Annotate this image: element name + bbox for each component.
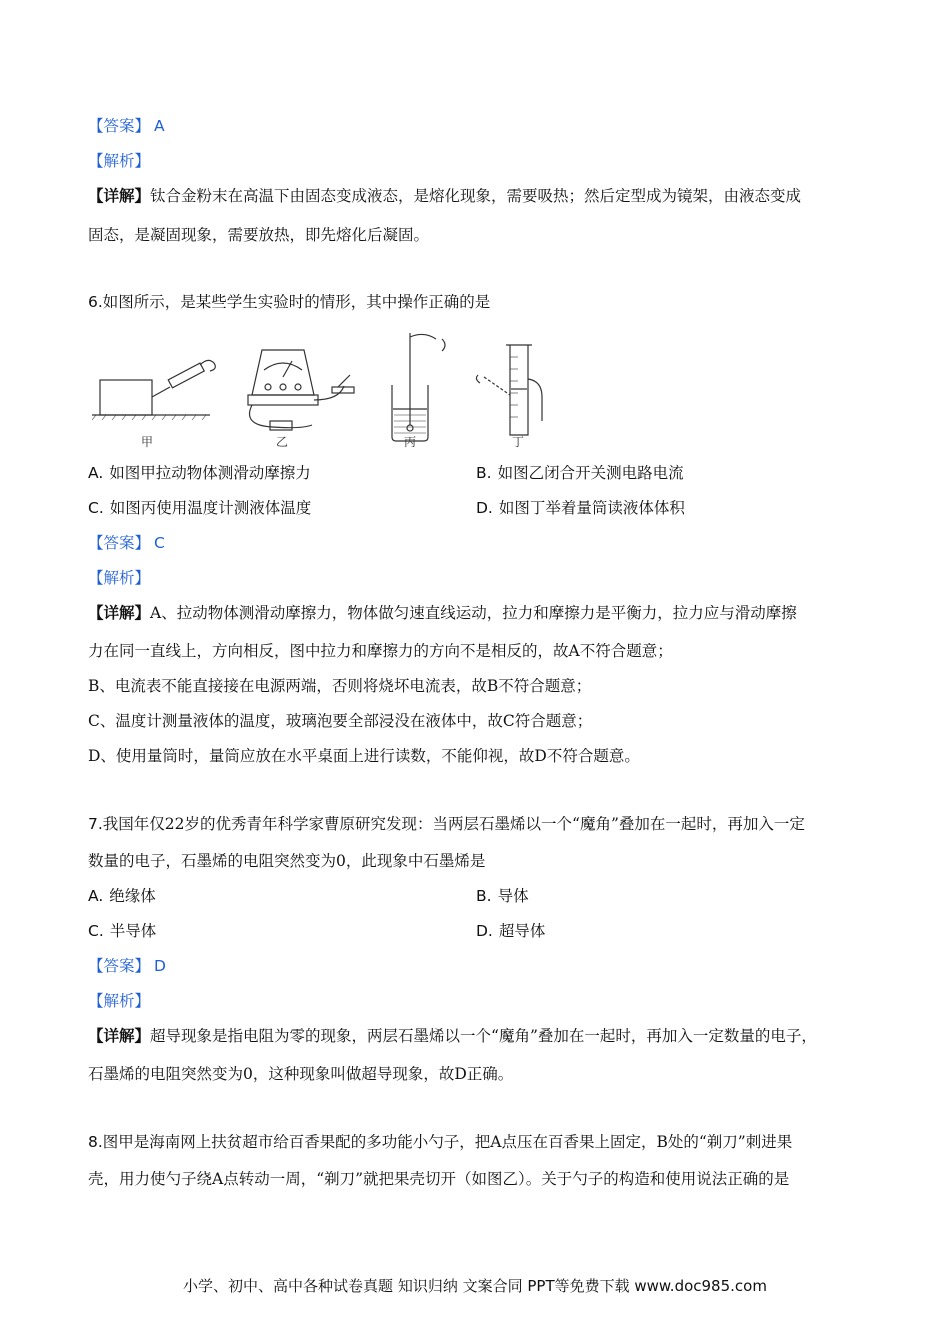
q6-option-a: A. 如图甲拉动物体测滑动摩擦力 (88, 464, 311, 482)
q7-detail-line-2: 石墨烯的电阻突然变为0，这种现象叫做超导现象，故D正确。 (88, 1065, 514, 1083)
q8-stem-line-2: 壳，用力使勺子绕A点转动一周，“剃刀”就把果壳切开（如图乙）。关于勺子的构造和使用说法正确的是 (88, 1170, 790, 1188)
q6-analysis-tag: 【解析】 (88, 569, 151, 587)
answer-value: A (154, 117, 165, 135)
q5-detail-line-2: 固态，是凝固现象，需要放热，即先熔化后凝固。 (88, 226, 430, 244)
q6-figures (92, 325, 562, 455)
q7-option-a: A. 绝缘体 (88, 887, 156, 905)
answer-tag: 【答案】 (88, 117, 151, 135)
figure-label-jia: 甲 (141, 435, 154, 449)
experiment-figures (92, 325, 562, 455)
figure-ding (476, 345, 542, 435)
q6-detail-line-5: D、使用量筒时，量筒应放在水平桌面上进行读数，不能仰视，故D不符合题意。 (88, 747, 640, 765)
q6-detail-line-1: 【详解】A、拉动物体测滑动摩擦力，物体做匀速直线运动，拉力和摩擦力是平衡力，拉力应与滑动摩擦 (88, 603, 797, 622)
q6-answer-line: 【答案】 C (88, 534, 165, 552)
page-footer: 小学、初中、高中各种试卷真题 知识归纳 文案合同 PPT等免费下载 www.doc985.com (183, 1277, 767, 1295)
q6-detail-line-4: C、温度计测量液体的温度，玻璃泡要全部浸没在液体中，故C符合题意； (88, 712, 593, 730)
detail-tag: 【详解】 (88, 186, 151, 205)
q7-answer-line: 【答案】 D (88, 957, 166, 975)
q7-analysis-tag: 【解析】 (88, 992, 151, 1010)
q8-stem-line-1: 8.图甲是海南网上扶贫超市给百香果配的多功能小勺子，把A点压在百香果上固定，B处的“剃刀”刺进果 (88, 1133, 793, 1151)
q6-stem: 6.如图所示，是某些学生实验时的情形，其中操作正确的是 (88, 293, 491, 311)
q6-option-d: D. 如图丁举着量筒读液体体积 (476, 499, 685, 517)
q5-answer-line (88, 115, 165, 137)
q6-detail-line-2: 力在同一直线上，方向相反，图中拉力和摩擦力的方向不是相反的，故A不符合题意； (88, 642, 673, 660)
figure-jia (92, 360, 215, 420)
figure-label-bing: 丙 (404, 435, 417, 449)
figure-yi (248, 350, 354, 430)
q7-option-b: B. 导体 (476, 887, 529, 905)
figure-bing (392, 333, 445, 441)
q6-detail-line-3: B、电流表不能直接接在电源两端，否则将烧坏电流表，故B不符合题意； (88, 677, 592, 695)
figure-label-yi: 乙 (276, 435, 289, 449)
q7-option-c: C. 半导体 (88, 922, 157, 940)
q7-option-d: D. 超导体 (476, 922, 546, 940)
q6-option-b: B. 如图乙闭合开关测电路电流 (476, 464, 684, 482)
figure-label-ding: 丁 (512, 435, 525, 449)
q6-option-c: C. 如图丙使用温度计测液体温度 (88, 499, 312, 517)
q7-stem-line-2: 数量的电子，石墨烯的电阻突然变为0，此现象中石墨烯是 (88, 852, 486, 870)
q5-detail-line-1: 【详解】钛合金粉末在高温下由固态变成液态，是熔化现象，需要吸热；然后定型成为镜架，由液态变成 (88, 186, 802, 205)
q7-detail-line-1: 【详解】超导现象是指电阻为零的现象，两层石墨烯以一个“魔角”叠加在一起时，再加入一定数量的电子， (88, 1026, 817, 1045)
q5-analysis-tag: 【解析】 (88, 152, 151, 170)
q7-stem-line-1: 7.我国年仅22岁的优秀青年科学家曹原研究发现：当两层石墨烯以一个“魔角”叠加在一起时，再加入一定 (88, 815, 805, 833)
